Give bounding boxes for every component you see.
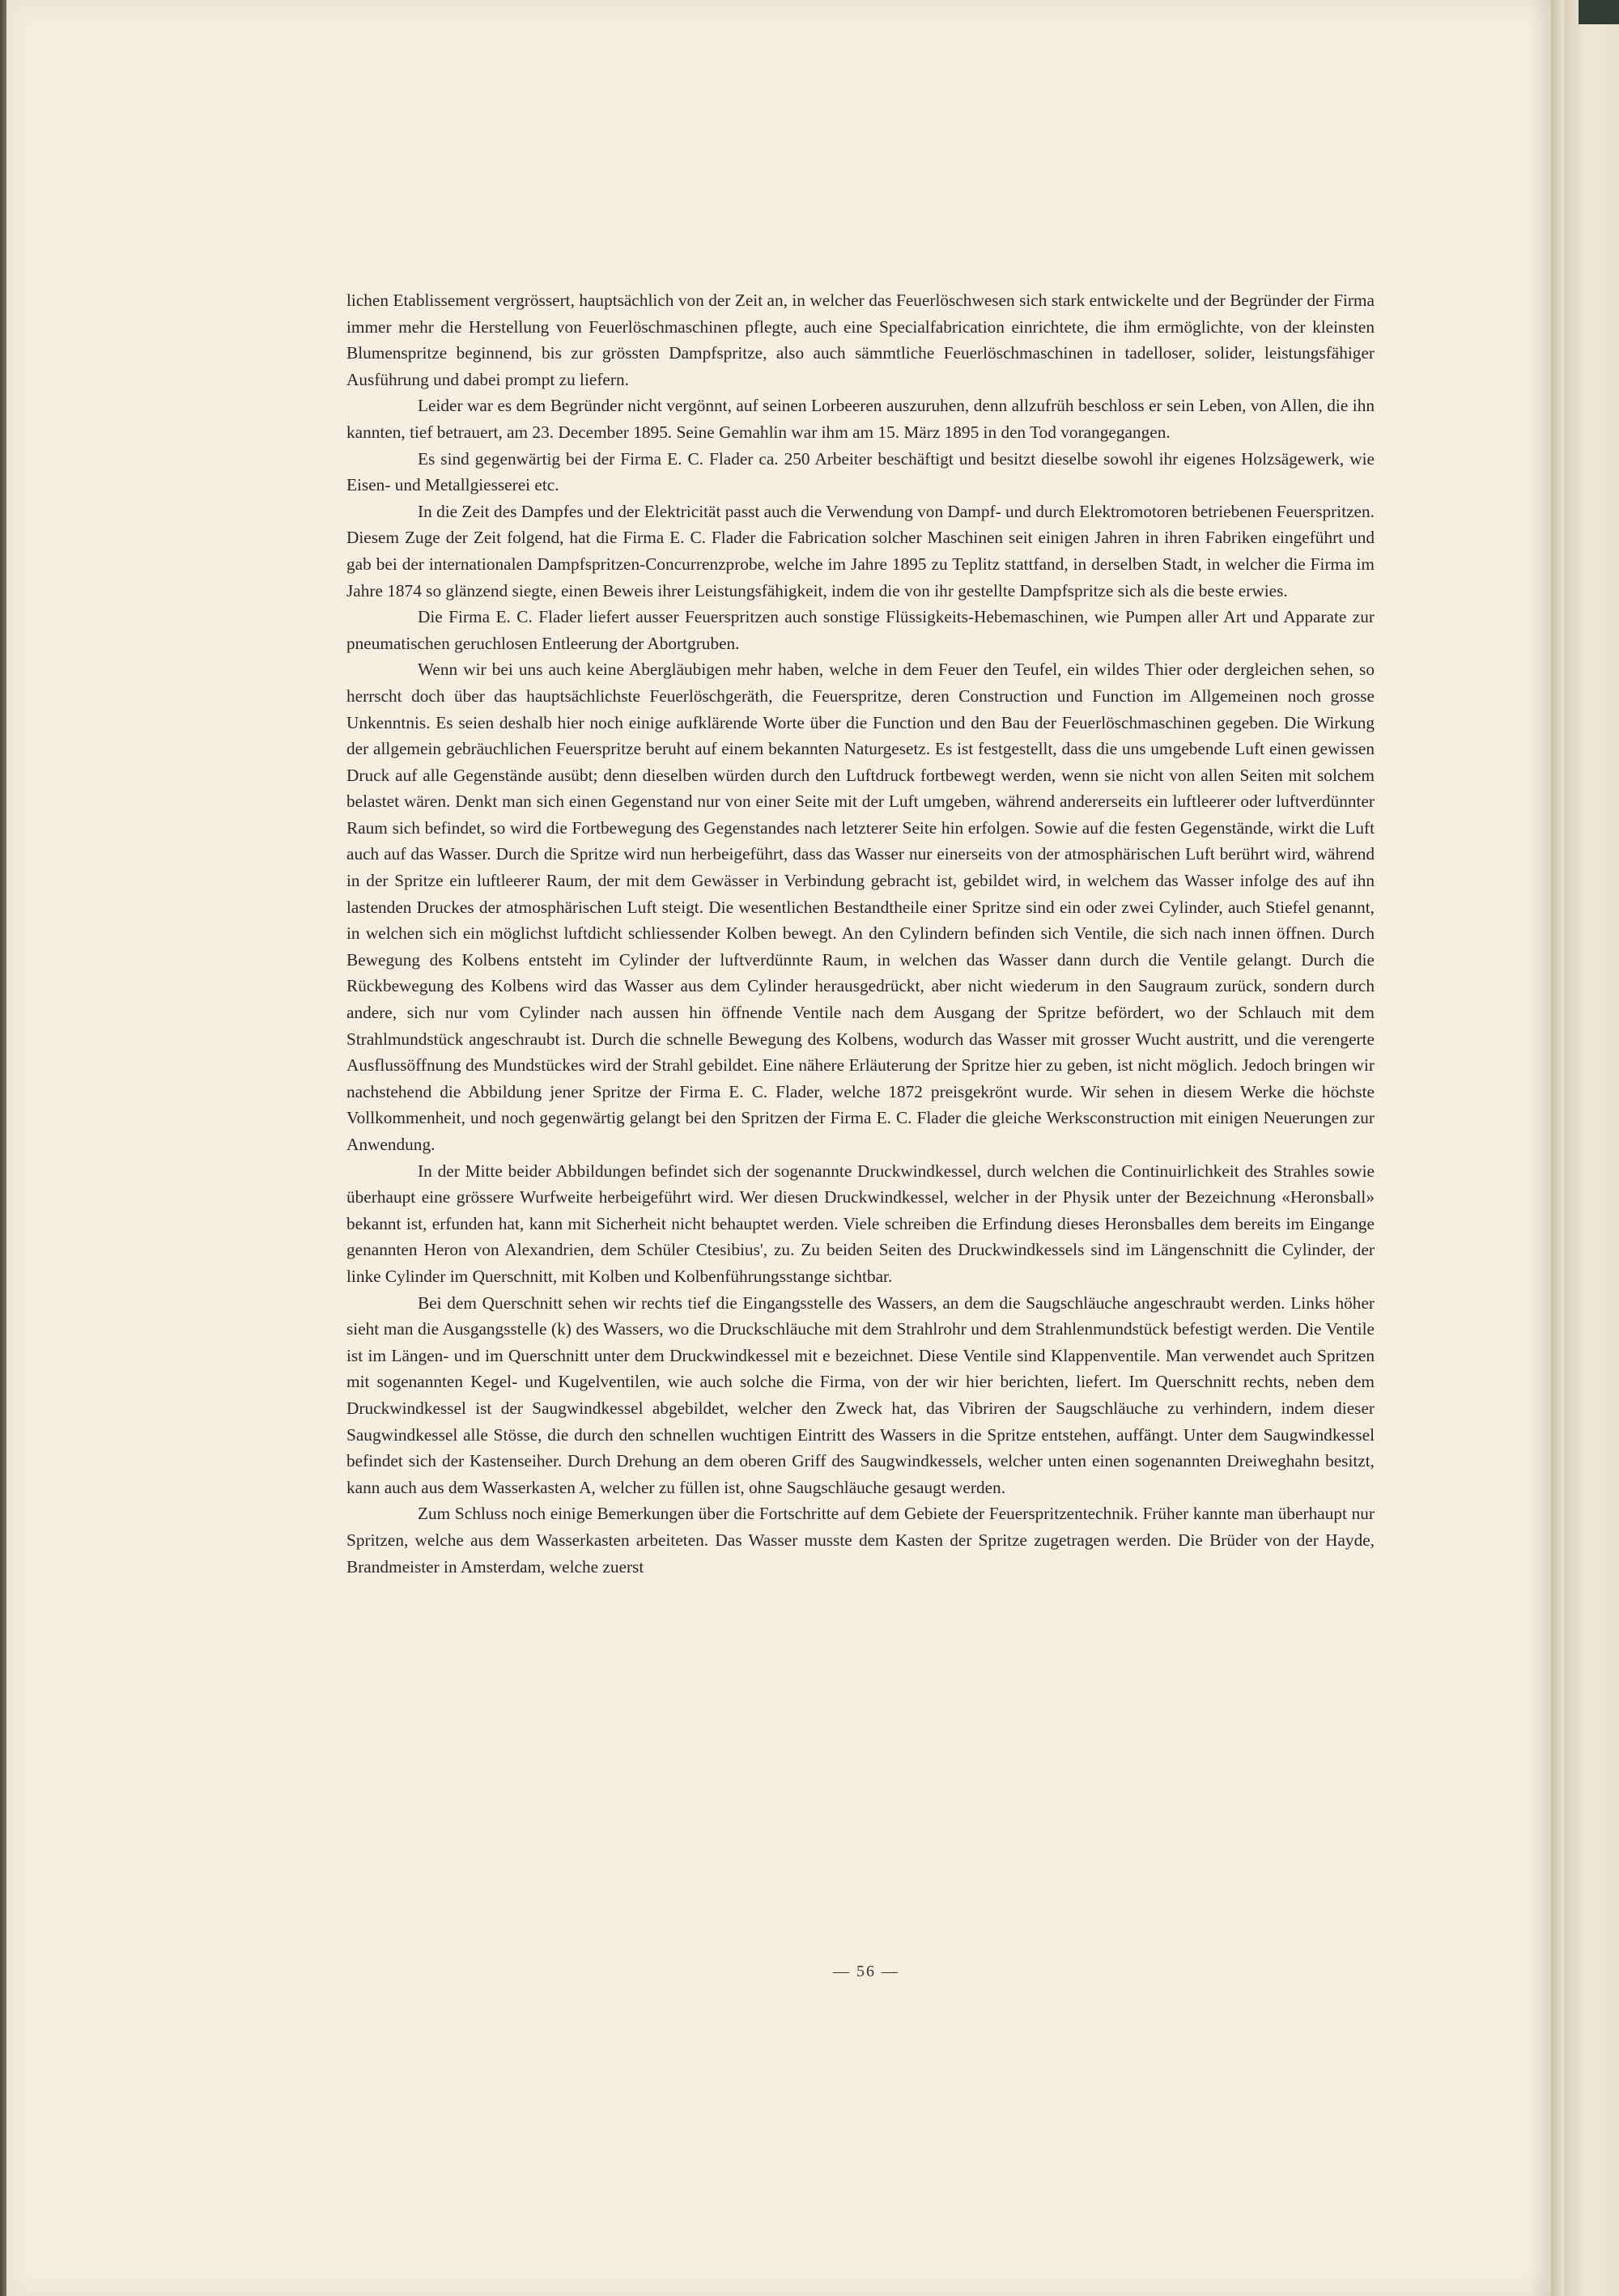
paragraph: Zum Schluss noch einige Bemerkungen über die Fortschritte auf dem Gebiete der Feuerspritzentechnik. Früher kannte man überhaupt nur Spritzen, welche aus dem Wasserkasten arbeiteten. Das Wasser musste dem Kasten der Spritze zugetragen werden. Die Brüder von der Hayde, Brandmeister in Amsterdam, welche zuerst [346,1504,1375,1577]
scan-background-left [0,0,6,2296]
paragraph: Bei dem Querschnitt sehen wir rechts tief die Eingangsstelle des Wassers, an dem die Saugschläuche angeschraubt werden. Links höher sieht man die Ausgangsstelle (k) des Wassers, wo die Druckschläuche mit dem Strahlrohr und dem Strahlenmundstück befestigt werden. Die Ventile ist im Längen- und im Querschnitt unter dem Druckwindkessel mit e bezeichnet. Diese Ventile sind Klappenventile. Man verwendet auch Spritzen mit sogenannten Kegel- und Kugelventilen, wie auch solche die Firma, von der wir hier berichten, liefert. Im Querschnitt rechts, neben dem Druckwindkessel ist der Saugwindkessel abgebildet, welcher den Zweck hat, das Vibriren der Saugschläuche zu verhindern, indem dieser Saugwindkessel alle Stösse, die durch den schnellen wuchtigen Eintritt des Wassers in die Spritze entstehen, auffängt. Unter dem Saugwindkessel befindet sich der Kastenseiher. Durch Drehung an dem oberen Griff des Saugwindkessels, welcher unten einen sogenannten Dreiweghahn besitzt, kann auch aus dem Wasserkasten A, welcher zu füllen ist, ohne Saugschläuche gesaugt werden. [346,1292,1375,1497]
paragraph: Wenn wir bei uns auch keine Abergläubigen mehr haben, welche in dem Feuer den Teufel, ein wildes Thier oder dergleichen sehen, so herrscht doch über das hauptsächlichste Feuerlöschgeräth, die Feuerspritze, deren Construction und Function im Allgemeinen noch grosse Unkenntnis. Es seien deshalb hier noch einige aufklärende Worte über die Function und den Bau der Feuerlöschmaschinen gegeben. Die Wirkung der allgemein gebräuchlichen Feuerspritze beruht auf einem bekannten Naturgesetz. Es ist festgestellt, dass die uns umgebende Luft einen gewissen Druck auf alle Gegenstände ausübt; denn dieselben würden durch den Luftdruck fortbewegt werden, wenn sie nicht von allen Seiten mit solchem belastet wären. Denkt man sich einen Gegenstand nur von einer Seite mit der Luft umgeben, während andererseits ein luftleerer oder luftverdünnter Raum sich befindet, so wird die Fortbewegung des Gegenstandes nach letzterer Seite hin erfolgen. Sowie auf die festen Gegenstände, wirkt die Luft auch auf das Wasser. Durch die Spritze wird nun herbeigeführt, dass das Wasser nur einerseits von der atmosphärischen Luft berührt wird, während in der Spritze ein luftleerer Raum, der mit dem Gewässer in Verbindung gebracht ist, gebildet wird, in welchem das Wasser infolge des auf ihn lastenden Druckes der atmosphärischen Luft steigt. Die wesentlichen Bestandtheile einer Spritze sind ein oder zwei Cylinder, auch Stiefel genannt, in welchen sich ein möglichst luftdicht schliessender Kolben bewegt. An den Cylindern befinden sich Ventile, die sich nach innen öffnen. Durch Bewegung des Kolbens entsteht im Cylinder der luftverdünnte Raum, in welchen das Wasser dann durch die Ventile gelangt. Durch die Rückbewegung des Kolbens wird das Wasser aus dem Cylinder herausgedrückt, aber nicht wiederum in den Saugraum zurück, sondern durch andere, sich nur vom Cylinder nach aussen hin öffnende Ventile nach dem Ausgang der Spritze befördert, wo der Schlauch mit dem Strahlmundstück angeschraubt ist. Durch die schnelle Bewegung des Kolbens, wodurch das Wasser mit grosser Wucht austritt, und die verengerte Ausflussöffnung des Mundstückes wird der Strahl gebildet. Eine nähere Erläuterung der Spritze hier zu geben, ist nicht möglich. Jedoch bringen wir nachstehend die Abbildung jener Spritze der Firma E. C. Flader, welche 1872 preisgekrönt wurde. Wir sehen in diesem Werke die höchste Vollkommenheit, und noch gegenwärtig gelangt bei den Spritzen der Firma E. C. Flader die gleiche Werksconstruction mit einigen Neuerungen zur Anwendung. [346,660,1375,1154]
paragraph: In die Zeit des Dampfes und der Elektricität passt auch die Verwendung von Dampf- und durch Elektromotoren betriebenen Feuerspritzen. Diesem Zuge der Zeit folgend, hat die Firma E. C. Flader die Fabrication solcher Maschinen seit einigen Jahren in ihren Fabriken eingeführt und gab bei der internationalen Dampfspritzen-Concurrenzprobe, welche im Jahre 1895 zu Teplitz stattfand, in derselben Stadt, in welcher die Firma im Jahre 1874 so glänzend siegte, einen Beweis ihrer Leistungsfähigkeit, indem die von ihr gestellte Dampfspritze sich als die beste erwies. [346,501,1375,601]
paragraph: Die Firma E. C. Flader liefert ausser Feuerspritzen auch sonstige Flüssigkeits-Hebemaschinen, wie Pumpen aller Art und Apparate zur pneumatischen geruchlosen Entleerung der Abortgruben. [346,607,1375,653]
paragraph: Leider war es dem Begründer nicht vergönnt, auf seinen Lorbeeren auszuruhen, denn allzufrüh beschloss er sein Leben, von Allen, die ihn kannten, tief betrauert, am 23. December 1895. Seine Gemahlin war ihm am 15. März 1895 in den Tod vorangegangen. [346,396,1375,442]
page-edge [1551,0,1564,2296]
page-number: — 56 — [833,1963,899,1980]
body-text [346,287,1375,1580]
paragraph: Es sind gegenwärtig bei der Firma E. C. Flader ca. 250 Arbeiter beschäftigt und besitzt dieselbe sowohl ihr eigenes Holzsägewerk, wie Eisen- und Metallgiesserei etc. [346,448,1375,495]
paragraph: lichen Etablissement vergrössert, hauptsächlich von der Zeit an, in welcher das Feuerlöschwesen sich stark entwickelte und der Begründer der Firma immer mehr die Herstellung von Feuerlöschmaschinen pflegte, auch eine Specialfabrication einrichtete, die ihm ermöglichte, von der kleinsten Blumenspritze beginnend, bis zur grössten Dampfspritze, also auch sämmtliche Feuerlöschmaschinen in tadelloser, solider, leistungsfähiger Ausführung und dabei prompt zu liefern. [346,291,1375,389]
next-page-edge [1564,0,1619,2296]
paragraph: In der Mitte beider Abbildungen befindet sich der sogenannte Druckwindkessel, durch welchen die Continuirlichkeit des Strahles sowie überhaupt eine grössere Wurfweite herbeigeführt wird. Wer diesen Druckwindkessel, welcher in der Physik unter der Bezeichnung «Heronsball» bekannt ist, erfunden hat, kann mit Sicherheit nicht behauptet werden. Viele schreiben die Erfindung dieses Heronsballes dem bereits im Eingange genannten Heron von Alexandrien, dem Schüler Ctesibius', zu. Zu beiden Seiten des Druckwindkessels sind im Längenschnitt die Cylinder, der linke Cylinder im Querschnitt, mit Kolben und Kolbenführungsstange sichtbar. [346,1161,1375,1286]
book-cover-corner [1579,0,1619,24]
